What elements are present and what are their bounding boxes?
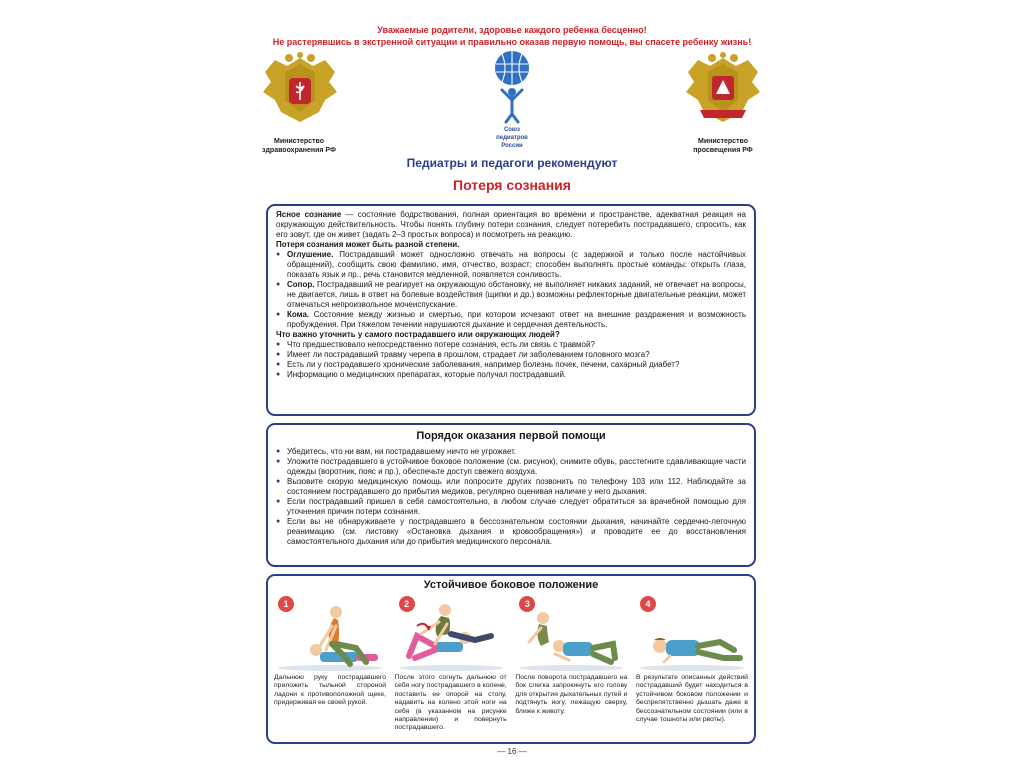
step-number-badge: 1	[278, 596, 294, 612]
recovery-step-2	[395, 596, 507, 733]
page-title: Потеря сознания	[453, 177, 571, 193]
ministry-education-caption: Министерство просвещения РФ	[693, 138, 753, 154]
recovery-step-3	[515, 596, 627, 733]
list-item: ● Информацию о медицинских препаратах, которые получал пострадавший.	[276, 370, 746, 380]
list-item: ● Убедитесь, что ни вам, ни пострадавшему ничто не угрожает.	[276, 447, 746, 457]
first-aid-heading: Порядок оказания первой помощи	[416, 430, 606, 442]
union-pediatricians-logo-icon	[490, 50, 534, 124]
degrees-heading: Потеря сознания может быть разной степени.	[276, 240, 460, 249]
ministry-education-crest-icon	[680, 52, 766, 128]
step-number-badge: 3	[519, 596, 535, 612]
ministry-health-crest-icon	[257, 52, 343, 128]
banner-line-2: Не растерявшись в экстренной ситуации и правильно оказав первую помощь, вы спасете ребенку жизнь!	[272, 37, 752, 47]
list-item: ● Если пострадавший пришел в себя самостоятельно, в любом случае следует обратиться за врачебной помощью для уточнения причин потери сознания.	[276, 497, 746, 517]
list-item: ● Имеет ли пострадавший травму черепа в прошлом, страдает ли заболеванием головного мозга?	[276, 350, 746, 360]
recovery-position-heading: Устойчивое боковое положение	[423, 579, 599, 591]
ministry-health-caption: Министерство здравоохранения РФ	[262, 138, 336, 154]
banner-line-1: Уважаемые родители, здоровье каждого ребенка бесценно!	[377, 25, 647, 35]
list-item: ● Что предшествовало непосредственно потере сознания, есть ли связь с травмой?	[276, 340, 746, 350]
first-aid-list	[276, 447, 746, 547]
top-banner	[0, 24, 1024, 48]
step-description: После этого согнуть дальнюю от себя ногу пострадавшего в колене, поставить ее опорой на стопу, надавить на колено этой ноги на себя (в указанном на рисунке направлении) и повернуть пострадавшего.	[394, 674, 507, 732]
step-description: Дальнюю руку пострадавшего приложить тыльной стороной ладони к противоположной щеке, придерживая ее своей рукой.	[274, 674, 386, 707]
degrees-list	[276, 250, 746, 330]
list-item: ● Уложите пострадавшего в устойчивое боковое положение (см. рисунок), снимите обувь, расстегните сдавливающие части одежды (воротник, пояс и пр.), обеспечьте доступ свежего воздуха.	[276, 457, 746, 477]
step-number-badge: 4	[640, 596, 656, 612]
list-item: ● Кома. Состояние между жизнью и смертью, при котором исчезают ответ на внешние раздражения и возможность пробуждения. При тяжелом течении нарушаются дыхание и сердечная деятельность.	[276, 310, 746, 330]
step-number-badge: 2	[399, 596, 415, 612]
list-item: ● Есть ли у пострадавшего хронические заболевания, например болезнь почек, печени, сахарный диабет?	[276, 360, 746, 370]
page-number: — 16 —	[497, 747, 527, 756]
recovery-position-panel	[266, 574, 756, 744]
recovery-step-4	[636, 596, 748, 733]
list-item: ● Оглушение. Пострадавший может односложно отвечать на вопросы (с задержкой и только после настойчивых обращений), сообщить свою фамилию, имя, отчество, возраст; способен выполнять простые команды: открыть глаза, показать язык и пр., речь становится медленной, появляется сонливость.	[276, 250, 746, 280]
consciousness-panel	[266, 204, 756, 416]
recovery-steps	[274, 596, 748, 733]
step-description: В результате описанных действий пострадавший будет находиться в устойчивом боковом положении и беспрепятственно дышать даже в бессознательном состоянии (или в случае тошноты или рвоты).	[635, 674, 748, 724]
list-item: ● Сопор. Пострадавший не реагирует на окружающую обстановку, не выполняет никаких заданий, не отвечает на вопросы, не двигается, лишь в ответ на болевые воздействия (щипки и др.) возможны рефлекторные двигательные реакции, может отмечаться непроизвольное мочеиспускание.	[276, 280, 746, 310]
step-2-illustration	[395, 596, 507, 672]
step-description: После поворота пострадавшего на бок слегка запрокинуть его голову для открытия дыхательных путей и подтянуть ногу, лежащую сверху, ближе к животу.	[515, 674, 628, 715]
subtitle: Педиатры и педагоги рекомендуют	[406, 156, 618, 170]
recovery-step-1	[274, 596, 386, 733]
questions-heading: Что важно уточнить у самого пострадавшего или окружающих людей?	[276, 330, 560, 339]
union-pediatricians-caption: Союз педиатров России	[496, 127, 528, 149]
step-1-illustration	[274, 596, 386, 672]
step-3-illustration	[515, 596, 627, 672]
questions-list	[276, 340, 746, 380]
list-item: ● Вызовите скорую медицинскую помощь или попросите других позвонить по телефону 103 или 112. Наблюдайте за состоянием пострадавшего до прибытия медиков, регулярно оценивая наличие у него дыхания.	[276, 477, 746, 497]
step-4-illustration	[636, 596, 748, 672]
list-item: ● Если вы не обнаруживаете у пострадавшего в бессознательном состоянии дыхания, начинайте сердечно-легочную реанимацию (см. листовку «Остановка дыхания и кровообращения») и проводите ее до восстановления самостоятельного дыхания или до прибытия медицинского персонала.	[276, 517, 746, 547]
first-aid-panel	[266, 423, 756, 567]
intro-paragraph: Ясное сознание — состояние бодрствования, полная ориентация во времени и пространстве, адекватная реакция на окружающую действительность. Чтобы понять глубину потери сознания, следует потеребить пострадавшего, спросить, как его зовут, где он живет (задать 2–3 простых вопроса) и посмотреть на реакцию.	[276, 210, 746, 239]
